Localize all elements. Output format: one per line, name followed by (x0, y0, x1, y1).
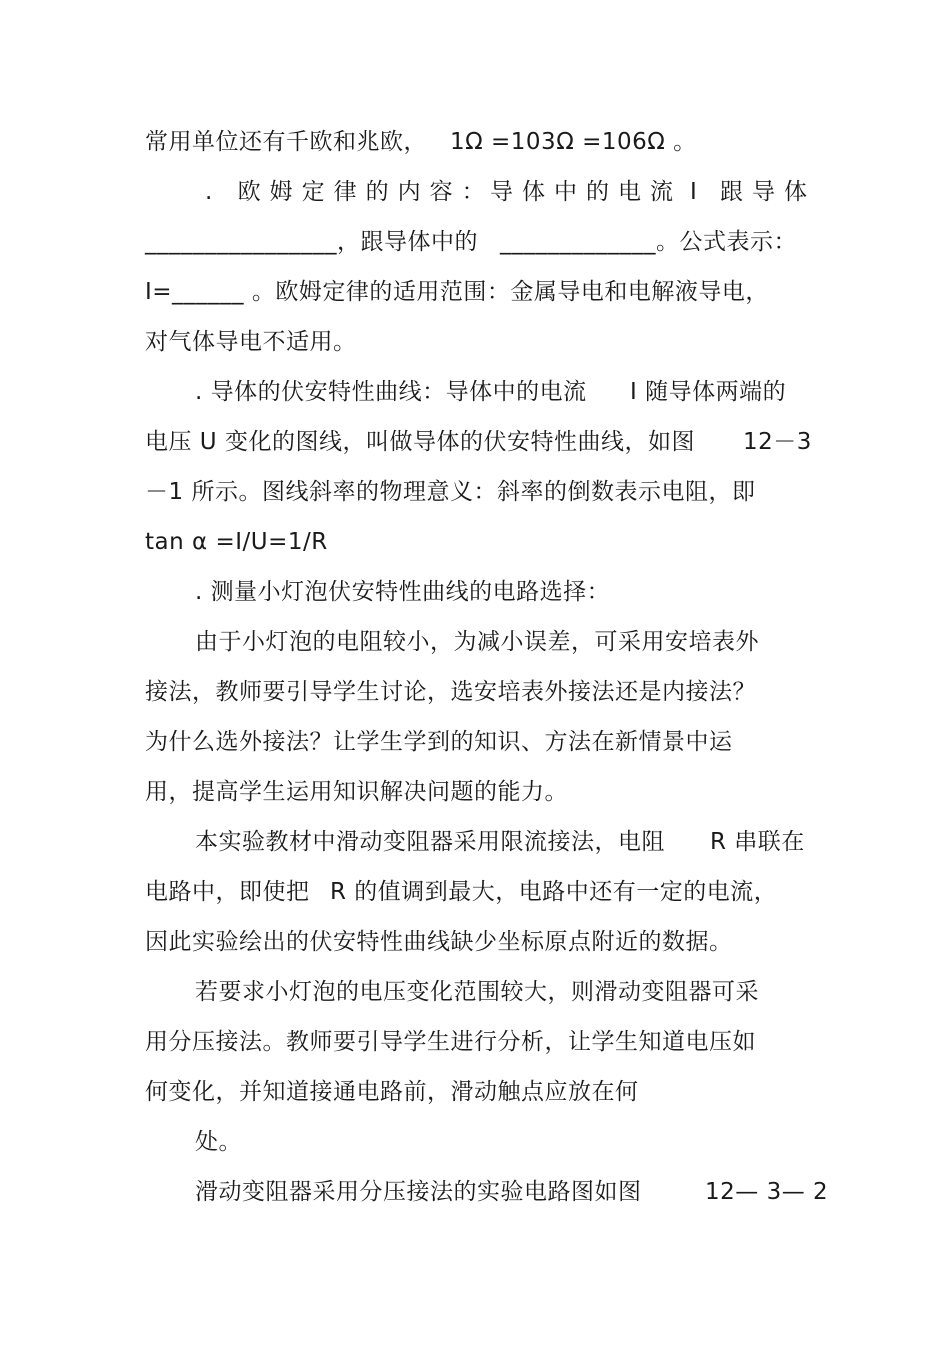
text-line: 为什么选外接法？让学生学到的知识、方法在新情景中运 (145, 729, 733, 755)
line-7-part-b: 12－3 (743, 429, 812, 455)
line-2-part-c: I (690, 179, 706, 205)
text-line: tan α =I/U=1/R (145, 529, 328, 555)
text-line: －1 所示。图线斜率的物理意义：斜率的倒数表示电阻，即 (145, 479, 756, 505)
line-16-part-a: 电路中，即使把 (145, 879, 310, 905)
line-7-part-a: 电压 U 变化的图线，叫做导体的伏安特性曲线，如图 (145, 429, 695, 455)
text-line: 若要求小灯泡的电压变化范围较大，则滑动变阻器可采 (195, 979, 759, 1005)
text-line: 对气体导电不适用。 (145, 329, 357, 355)
line-22-part-a: 滑动变阻器采用分压接法的实验电路图如图 (195, 1179, 642, 1205)
line-15-part-b: R 串联在 (710, 829, 805, 855)
text-line: 由于小灯泡的电阻较小，为减小误差，可采用安培表外 (195, 629, 759, 655)
line-6-part-a: . 导体的伏安特性曲线：导体中的电流 (195, 379, 587, 405)
text-line: 用分压接法。教师要引导学生进行分析，让学生知道电压如 (145, 1029, 756, 1055)
line-2-part-d: 跟导体 (720, 179, 816, 205)
line-3-part-b: _____________。公式表示： (500, 229, 797, 255)
line-15-part-a: 本实验教材中滑动变阻器采用限流接法，电阻 (195, 829, 665, 855)
line-3-part-a: ________________，跟导体中的 (145, 229, 478, 255)
line-6-part-b: I 随导体两端的 (630, 379, 787, 405)
text-line: 用，提高学生运用知识解决问题的能力。 (145, 779, 568, 805)
text-line: 因此实验绘出的伏安特性曲线缺少坐标原点附近的数据。 (145, 929, 733, 955)
text-line: 何变化，并知道接通电路前，滑动触点应放在何 (145, 1079, 639, 1105)
text-line: 接法，教师要引导学生讨论，选安培表外接法还是内接法？ (145, 679, 756, 705)
line-22-part-b: 12— 3— 2 (705, 1179, 829, 1205)
line-1-part-a: 常用单位还有千欧和兆欧， (145, 129, 427, 155)
text-line: . 测量小灯泡伏安特性曲线的电路选择： (195, 579, 611, 605)
text-line: 处。 (195, 1129, 242, 1155)
line-1-part-b: 1Ω =103Ω =106Ω 。 (450, 129, 697, 155)
text-line: I=______ 。欧姆定律的适用范围：金属导电和电解液导电， (145, 279, 769, 305)
line-2-part-b: 导体中的电流 (490, 179, 682, 205)
line-16-part-b: R 的值调到最大，电路中还有一定的电流， (330, 879, 778, 905)
line-2-part-a: . 欧姆定律的内容： (205, 179, 494, 205)
